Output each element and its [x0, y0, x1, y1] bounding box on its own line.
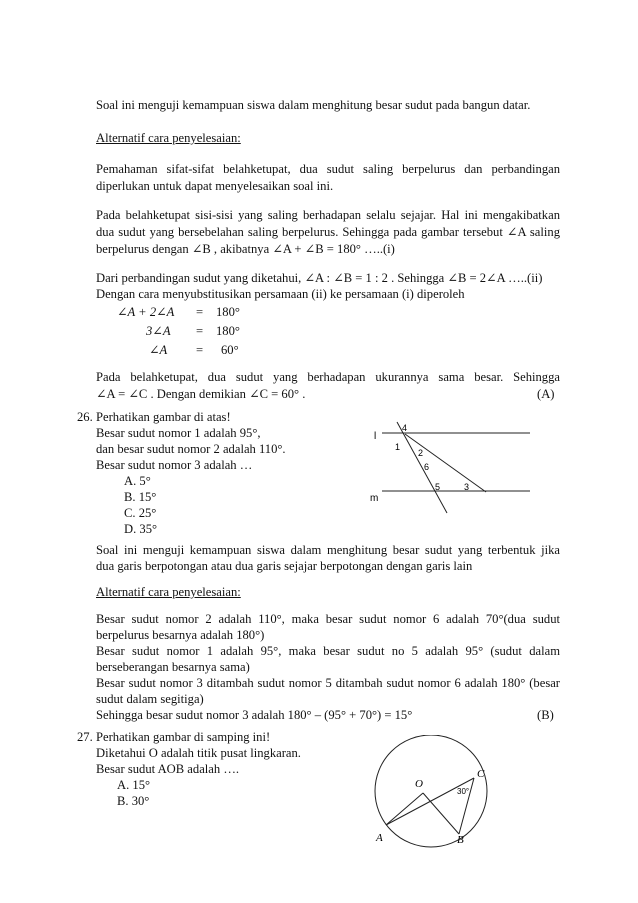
paragraph-line: dua garis berpotongan atau dua garis sejajar berpotongan dengan garis lain	[96, 559, 473, 573]
equation-left: ∠A + 2∠A	[117, 305, 175, 319]
equation-right: 60°	[221, 343, 239, 357]
intro-line: Soal ini menguji kemampuan siswa dalam menghitung besar sudut pada bangun datar.	[96, 98, 531, 112]
option-a: A. 15°	[117, 778, 151, 792]
question-number: 26.	[77, 410, 93, 424]
option-b: B. 15°	[124, 490, 157, 504]
angle-label-5: 5	[435, 482, 441, 492]
question-line: Perhatikan gambar di atas!	[96, 410, 231, 424]
question-line: dan besar sudut nomor 2 adalah 110°.	[96, 442, 286, 456]
equation-sign: =	[196, 324, 204, 338]
radius-oa	[386, 793, 423, 825]
equation-right: 180°	[216, 324, 240, 338]
paragraph-line: Pemahaman sifat-sifat belahketupat, dua sudut saling berpelurus dan perbandingan	[96, 162, 560, 176]
paragraph-line: berseberangan besarnya sama)	[96, 660, 250, 674]
equation-left: 3∠A	[146, 324, 171, 338]
paragraph-line: Dari perbandingan sudut yang diketahui, ∠A : ∠B = 1 : 2 . Sehingga ∠B = 2∠A …..(ii)	[96, 271, 543, 285]
question-line: Besar sudut AOB adalah ….	[96, 762, 240, 776]
paragraph-line: berpelurus besarnya adalah 180°)	[96, 628, 265, 642]
paragraph-line: Pada belahketupat sisi-sisi yang saling berhadapan selalu sejajar. Hal ini mengakibatkan	[96, 208, 560, 222]
paragraph-line: berpelurus dengan ∠B , akibatnya ∠A + ∠B = 180° …..(i)	[96, 242, 395, 256]
option-b: B. 30°	[117, 794, 150, 808]
circle-figure	[362, 735, 512, 850]
paragraph-line: dua sudut yang bersebelahan saling berpelurus. Sehingga pada gambar tersebut ∠A saling	[96, 225, 560, 239]
label-b: B	[457, 834, 464, 846]
angle-label-1: 1	[395, 442, 401, 452]
label-m: m	[370, 493, 379, 504]
transversal-1	[397, 422, 447, 513]
angle-label-4: 4	[402, 423, 408, 433]
option-d: D. 35°	[124, 522, 158, 536]
equation-right: 180°	[216, 305, 240, 319]
paragraph-line: ∠A = ∠C . Dengan demikian ∠C = 60° .	[96, 387, 306, 401]
angle-label-2: 2	[418, 448, 424, 458]
answer-letter: (A)	[537, 387, 555, 401]
question-line: Besar sudut nomor 1 adalah 95°,	[96, 426, 261, 440]
paragraph-line: Besar sudut nomor 3 ditambah sudut nomor 5 ditambah sudut nomor 6 adalah 180° (besar	[96, 676, 560, 690]
radius-ob	[423, 793, 459, 834]
paragraph-line: Sehingga besar sudut nomor 3 adalah 180° – (95° + 70°) = 15°	[96, 708, 413, 722]
paragraph-line: Besar sudut nomor 2 adalah 110°, maka besar sudut nomor 6 adalah 70°(dua sudut	[96, 612, 560, 626]
answer-letter: (B)	[537, 708, 554, 722]
paragraph-line: Soal ini menguji kemampuan siswa dalam menghitung besar sudut yang terbentuk jika	[96, 543, 560, 557]
paragraph-line: Pada belahketupat, dua sudut yang berhadapan ukurannya sama besar. Sehingga	[96, 370, 560, 384]
paragraph-line: Besar sudut nomor 1 adalah 95°, maka besar sudut no 5 adalah 95° (sudut dalam	[96, 644, 560, 658]
paragraph-line: Dengan cara menyubstitusikan persamaan (ii) ke persamaan (i) diperoleh	[96, 287, 465, 301]
option-c: C. 25°	[124, 506, 157, 520]
label-l: l	[374, 431, 377, 442]
question-line: Besar sudut nomor 3 adalah …	[96, 458, 253, 472]
alt-heading: Alternatif cara penyelesaian:	[96, 585, 241, 599]
transversal-2	[405, 434, 486, 492]
angle-label: 30°	[457, 787, 470, 796]
angle-label-3: 3	[464, 482, 470, 492]
question-line: Diketahui O adalah titik pusat lingkaran.	[96, 746, 301, 760]
equation-sign: =	[196, 305, 204, 319]
label-a: A	[376, 832, 383, 844]
equation-sign: =	[196, 343, 204, 357]
parallel-lines-figure	[360, 415, 540, 520]
paragraph-line: diperlukan untuk dapat menyelesaikan soal ini.	[96, 179, 334, 193]
alt-heading: Alternatif cara penyelesaian:	[96, 131, 241, 145]
equation-left: ∠A	[149, 343, 168, 357]
label-c: C	[477, 768, 485, 780]
question-number: 27.	[77, 730, 93, 744]
option-a: A. 5°	[124, 474, 151, 488]
question-line: Perhatikan gambar di samping ini!	[96, 730, 271, 744]
chord-ac	[386, 778, 474, 825]
label-o: O	[415, 778, 423, 790]
paragraph-line: sudut dalam segitiga)	[96, 692, 204, 706]
angle-label-6: 6	[424, 462, 430, 472]
